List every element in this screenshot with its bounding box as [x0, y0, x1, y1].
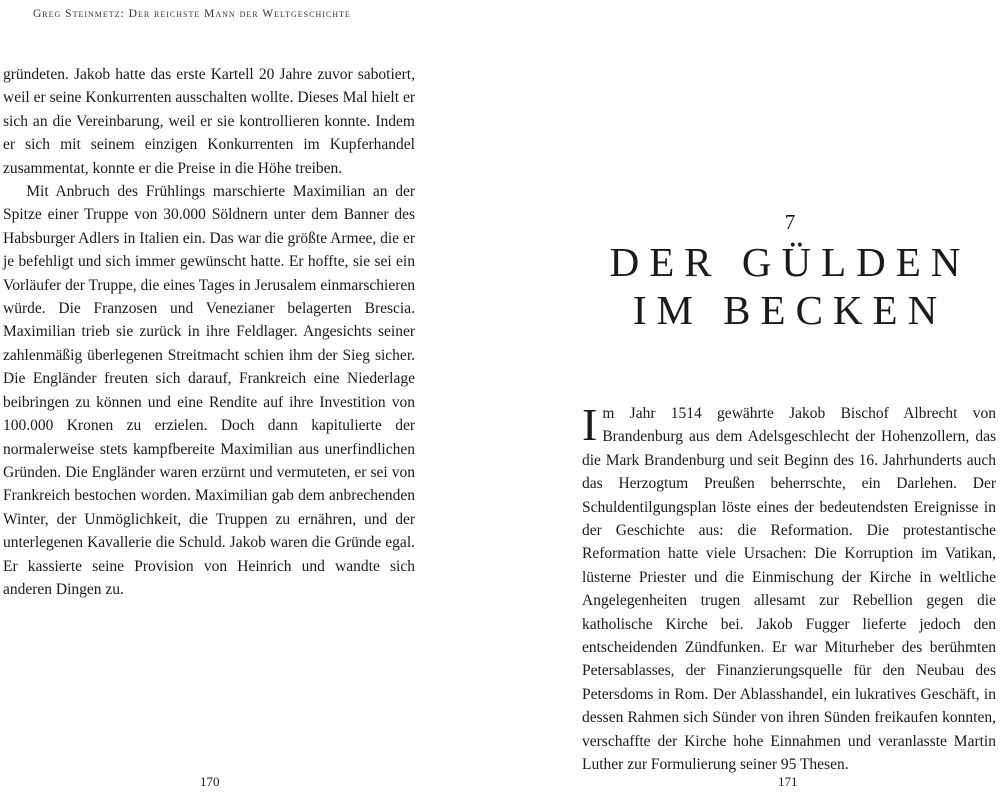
drop-cap: I [582, 399, 598, 450]
chapter-title-line: IM BECKEN [632, 287, 948, 333]
paragraph: Mit Anbruch des Frühlings marschierte Maximilian an der Spitze einer Truppe von 30.000 Söldnern unter dem Banner des Habsburger Adlers in Italien ein. Das war die größte Armee, die er je befehligt und sich immer gewünscht hatte. Er hoffte, sie sei ein Vorläufer der Truppe, die eines Tages in Jerusalem einmarschieren würde. Die Franzosen und Venezianer belagerten Brescia. Maximilian trieb sie zurück in ihre Feldlager. Angesichts seiner zahlenmäßig überlegenen Streitmacht schien ihm der Sieg sicher. Die Engländer freuten sich darauf, Frankreich eine Niederlage beibringen zu können und eine Rendite auf ihre Investition von 100.000 Kronen zu erzielen. Doch dann kapitulierte der normalerweise stets kampfbereite Maximilian aus unerfindlichen Gründen. Die Engländer waren erzürnt und vermuteten, er sei von Frankreich bestochen worden. Maximilian gab dem anbrechenden Winter, der Unmöglichkeit, die Truppen zu ernähren, und der unterlegenen Kavallerie die Schuld. Jakob waren die Gründe egal. Er kassierte seine Provision von Heinrich und wandte sich anderen Dingen zu. [3, 183, 415, 598]
paragraph [582, 399, 996, 777]
paragraph-text: m Jahr 1514 gewährte Jakob Bischof Albrecht von Brandenburg aus dem Adelsgeschlecht der Hohenzollern, das die Mark Brandenburg und seit Beginn des 16. Jahrhunderts auch das Herzogtum Preußen beherrschte, ein Darlehen. Der Schuldentilgungsplan löste eines der bedeutendsten Ereignisse in der Geschichte aus: die Reformation. Die protestantische Reformation hatte viele Ursachen: Die Korruption im Vatikan, lüsterne Priester und die Einmischung der Kirche in weltliche Angelegenheiten trugen allesamt zur Rebellion gegen die katholische Kirche bei. Jakob Fugger lieferte jedoch den entscheidenden Zündfunken. Er war Miturheber des berühmten Petersablasses, der Finanzierungsquelle für den Neubau des Petersdoms in Rom. Der Ablasshandel, ein lukratives Geschäft, in dessen Rahmen sich Sünder von ihren Sünden freikaufen konnten, verschaffte der Kirche hohe Einnahmen und veranlasste Martin Luther zur Formulierung seiner 95 Thesen. [582, 405, 996, 774]
left-page-body [3, 63, 415, 601]
chapter-title [585, 238, 995, 334]
page-number-right: 171 [778, 774, 798, 789]
paragraph: gründeten. Jakob hatte das erste Kartell 20 Jahre zuvor sabotiert, weil er seine Konkurrenten ausschalten wollte. Dieses Mal hielt er sich an die Vereinbarung, weil er sie kontrollieren konnte. Indem er sich mit seinem einzigen Konkurrenten im Kupferhandel zusammentat, konnte er die Preise in die Höhe treiben. [3, 66, 415, 177]
chapter-number: 7 [784, 210, 796, 234]
right-page [500, 0, 1000, 800]
right-page-body [582, 399, 996, 777]
running-head: Greg Steinmetz: Der reichste Mann der Weltgeschichte [33, 8, 351, 20]
page-number-left: 170 [200, 774, 220, 789]
chapter-title-line: DER GÜLDEN [609, 239, 971, 285]
